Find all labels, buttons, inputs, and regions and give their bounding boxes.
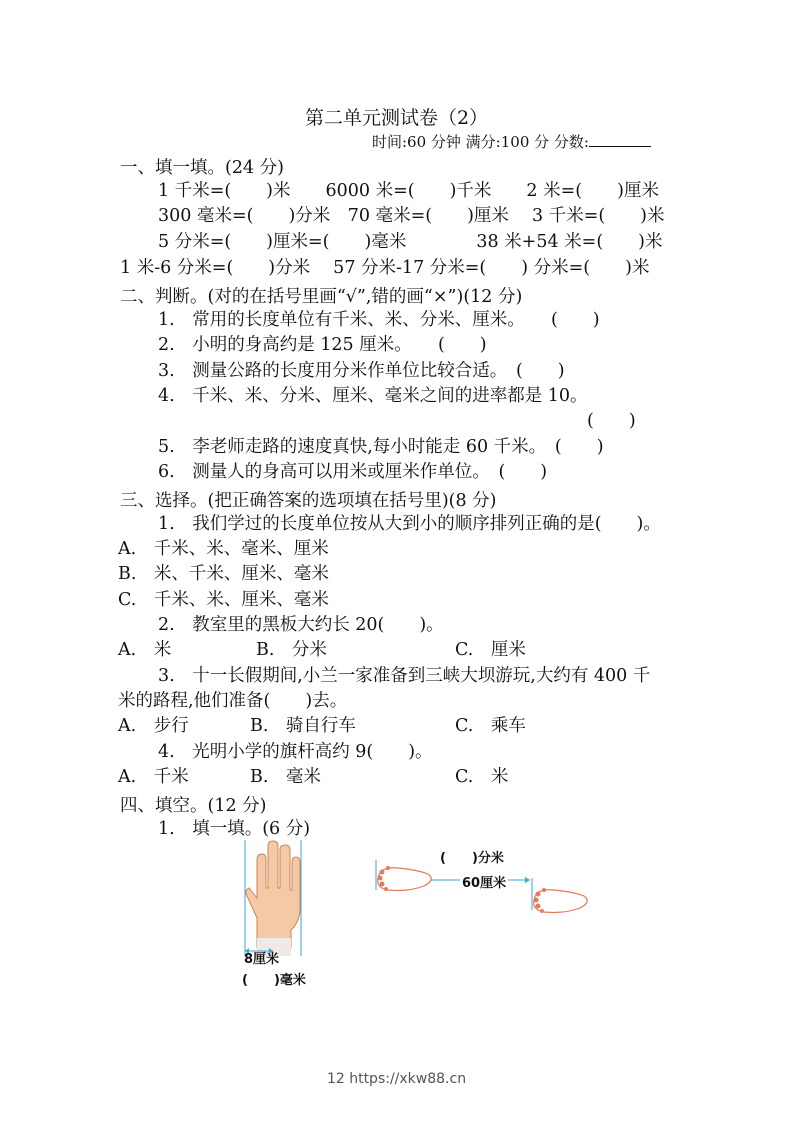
s3-q3-option-b: B. 骑自行车 [250, 716, 356, 736]
s1-row-4: 1 米-6 分米=( )分米 57 分米-17 分米=( ) 分米=( )米 [120, 258, 650, 278]
page-title: 第二单元测试卷（2） [304, 107, 489, 129]
section3-heading: 三、选择。(把正确答案的选项填在括号里)(8 分) [120, 491, 497, 511]
s3-q1-option-c: C. 千米、米、厘米、毫米 [118, 590, 329, 610]
s3-q3-line1: 3. 十一长假期间,小兰一家准备到三峡大坝游玩,大约有 400 千 [158, 666, 651, 686]
footprints-illustration [368, 858, 600, 930]
exam-meta [372, 131, 651, 152]
hand-answer-blank: ( )毫米 [242, 973, 306, 988]
hand-illustration [235, 838, 315, 958]
hand-width-label: 8厘米 [244, 952, 280, 967]
s3-q2-option-b: B. 分米 [256, 640, 327, 660]
s3-q2-option-a: A. 米 [118, 640, 172, 660]
section2-heading: 二、判断。(对的在括号里画“√”,错的画“×”)(12 分) [120, 287, 523, 307]
s3-q4-option-b: B. 毫米 [250, 767, 321, 787]
s1-row-1: 1 千米=( )米 6000 米=( )千米 2 米=( )厘米 [158, 181, 659, 201]
s3-q3-option-c: C. 乘车 [455, 716, 526, 736]
s2-item-6: 6. 测量人的身高可以用米或厘米作单位。 ( ) [158, 462, 548, 482]
score-blank [589, 132, 651, 147]
s1-row-3: 5 分米=( )厘米=( )毫米 38 米+54 米=( )米 [158, 232, 663, 252]
s3-q1-option-a: A. 千米、米、毫米、厘米 [118, 539, 329, 559]
s2-item-1: 1. 常用的长度单位有千米、米、分米、厘米。 ( ) [158, 310, 600, 330]
feet-answer-blank: ( )分米 [440, 851, 504, 866]
s2-item-4: 4. 千米、米、分米、厘米、毫米之间的进率都是 10。 [158, 386, 588, 406]
s3-q3-line2: 米的路程,他们准备( )去。 [118, 691, 348, 711]
s3-q4-option-a: A. 千米 [118, 767, 189, 787]
section4-heading: 四、填空。(12 分) [120, 796, 267, 816]
feet-distance-label: 60厘米 [460, 872, 508, 891]
s2-item-5: 5. 李老师走路的速度真快,每小时能走 60 千米。 ( ) [158, 437, 604, 457]
exam-meta-text: 时间:60 分钟 满分:100 分 分数: [372, 133, 589, 151]
section1-heading: 一、填一填。(24 分) [120, 158, 284, 178]
s3-q3-option-a: A. 步行 [118, 716, 189, 736]
s2-item-3: 3. 测量公路的长度用分米作单位比较合适。 ( ) [158, 361, 565, 381]
s3-q1-option-b: B. 米、千米、厘米、毫米 [118, 564, 329, 584]
s2-item-2: 2. 小明的身高约是 125 厘米。 ( ) [158, 335, 487, 355]
s3-q2-option-c: C. 厘米 [455, 640, 526, 660]
s3-q2: 2. 教室里的黑板大约长 20( )。 [158, 615, 444, 635]
page-footer: 12 https://xkw88.cn [326, 1071, 467, 1087]
s4-q1: 1. 填一填。(6 分) [158, 819, 311, 839]
s2-item-4-bracket: ( ) [587, 411, 636, 431]
s3-q1: 1. 我们学过的长度单位按从大到小的顺序排列正确的是( )。 [158, 514, 661, 534]
s3-q4-option-c: C. 米 [455, 767, 509, 787]
s1-row-2: 300 毫米=( )分米 70 毫米=( )厘米 3 千米=( )米 [158, 206, 665, 226]
s3-q4: 4. 光明小学的旗杆高约 9( )。 [158, 742, 433, 762]
